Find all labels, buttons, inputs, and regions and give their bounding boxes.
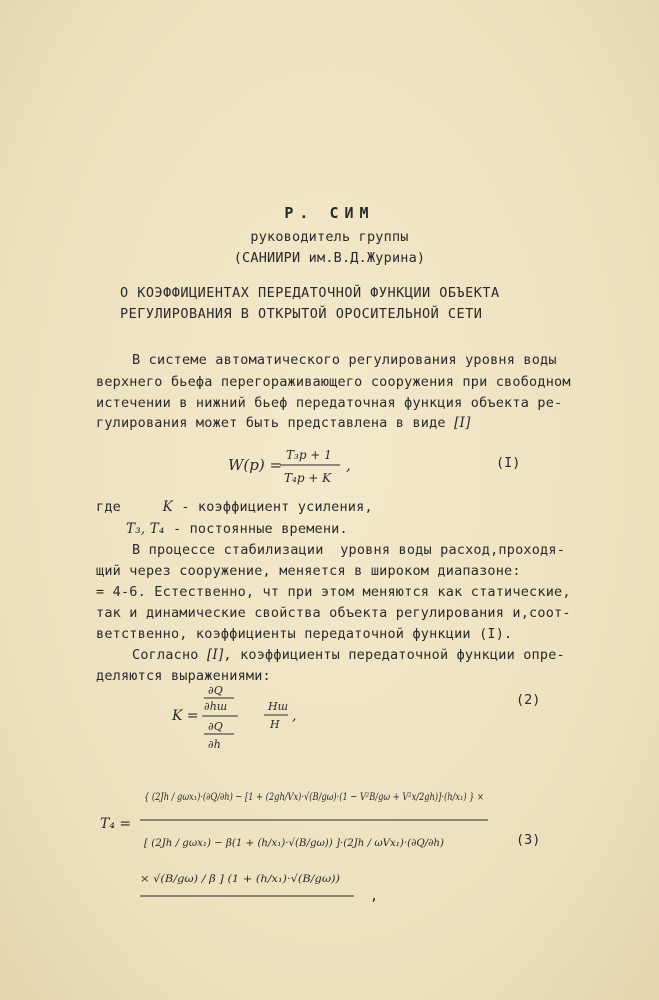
eq3-denominator-row-2: × √(B/gω) / β ] (1 + (h/x₁)·√(B/gω)) bbox=[140, 873, 340, 885]
eq2-num-den: ∂hш bbox=[204, 700, 228, 713]
para1-line-2: верхнего бьефа перегораживающего сооружения при свободном bbox=[96, 374, 571, 390]
eq2-den-num: ∂Q bbox=[208, 720, 223, 733]
para2-line-1: В процессе стабилизации уровня воды расход,проходя- bbox=[132, 542, 566, 558]
equation-1 bbox=[228, 444, 368, 490]
eq3-lhs: T₄ = bbox=[100, 816, 132, 832]
para1-line-4 bbox=[96, 415, 471, 431]
para1-line-1: В системе автоматического регулирования уровня воды bbox=[132, 352, 557, 368]
eq1-lhs: W(p) = bbox=[228, 456, 283, 474]
eq1-denominator: T₄p + K bbox=[284, 471, 332, 485]
author-name: Р. СИМ bbox=[284, 204, 375, 222]
eq1-numerator: T₃p + 1 bbox=[286, 448, 332, 462]
eq2-num-num: ∂Q bbox=[208, 684, 223, 697]
para1-line-3: истечении в нижний бьеф передаточная функция объекта ре- bbox=[96, 395, 563, 411]
para3-line-1 bbox=[132, 647, 565, 663]
eq3-denominator-row-1: [ (2Jh / gωx₁) − β(1 + (h/x₁)·√(B/gω)) ]·(2Jh / ωVx₁)·(∂Q/∂h) bbox=[144, 837, 444, 849]
equation-2 bbox=[172, 680, 322, 754]
k-symbol: K bbox=[162, 499, 173, 515]
title-line-2: РЕГУЛИРОВАНИЯ В ОТКРЫТОЙ ОРОСИТЕЛЬНОЙ СЕТИ bbox=[120, 306, 483, 322]
eq2-ratio-den: H bbox=[270, 718, 280, 731]
trailing-comma: , bbox=[370, 888, 379, 904]
para3-rest: , коэффициенты передаточной функции опре- bbox=[223, 647, 565, 663]
para2-line-5: ветственно, коэффициенты передаточной функции (I). bbox=[96, 626, 513, 642]
para2-line-3: = 4-6. Естественно, чт при этом меняются как статические, bbox=[96, 584, 571, 600]
eq3-numerator: { (2Jh / gωx₁)·(∂Q/∂h) − [1 + (2gh/Vx)·√(B/gω)·(1 − V²B/gω + V²x/2gh)]·(h/x₁) } × bbox=[144, 791, 484, 803]
eq2-lhs: K = bbox=[172, 708, 199, 724]
para3-start: Согласно bbox=[132, 647, 199, 663]
para2-line-4: так и динамические свойства объекта регулирования и,соот- bbox=[96, 605, 571, 621]
author-position: руководитель группы bbox=[250, 229, 409, 245]
para1-line-4-text: гулирования может быть представлена в виде bbox=[96, 415, 446, 431]
reference-2: [I] bbox=[206, 647, 224, 663]
eq2-den-den: ∂h bbox=[208, 738, 221, 751]
eq2-tail: , bbox=[292, 708, 297, 724]
eq1-number: (I) bbox=[496, 455, 521, 471]
author-affiliation: (САНИИРИ им.В.Д.Журина) bbox=[233, 250, 426, 266]
eq2-number: (2) bbox=[516, 692, 541, 708]
para3-line-2: деляются выражениями: bbox=[96, 668, 271, 684]
eq2-ratio-num: Hш bbox=[268, 700, 289, 713]
para2-line-2: щий через сооружение, меняется в широком диапазоне: bbox=[96, 563, 521, 579]
definition-t bbox=[126, 521, 348, 537]
equation-3 bbox=[100, 770, 500, 910]
where-label: где bbox=[96, 499, 121, 515]
eq1-tail: , bbox=[346, 456, 351, 474]
t-symbols: T₃, T₄ bbox=[126, 521, 165, 537]
eq3-number: (3) bbox=[516, 832, 541, 848]
title-line-1: О КОЭФФИЦИЕНТАХ ПЕРЕДАТОЧНОЙ ФУНКЦИИ ОБЪЕКТА bbox=[120, 285, 500, 301]
reference-1: [I] bbox=[454, 415, 471, 431]
t-description: - постоянные времени. bbox=[172, 521, 348, 537]
k-description: - коэффициент усиления, bbox=[181, 499, 373, 515]
definition-k bbox=[96, 499, 373, 515]
